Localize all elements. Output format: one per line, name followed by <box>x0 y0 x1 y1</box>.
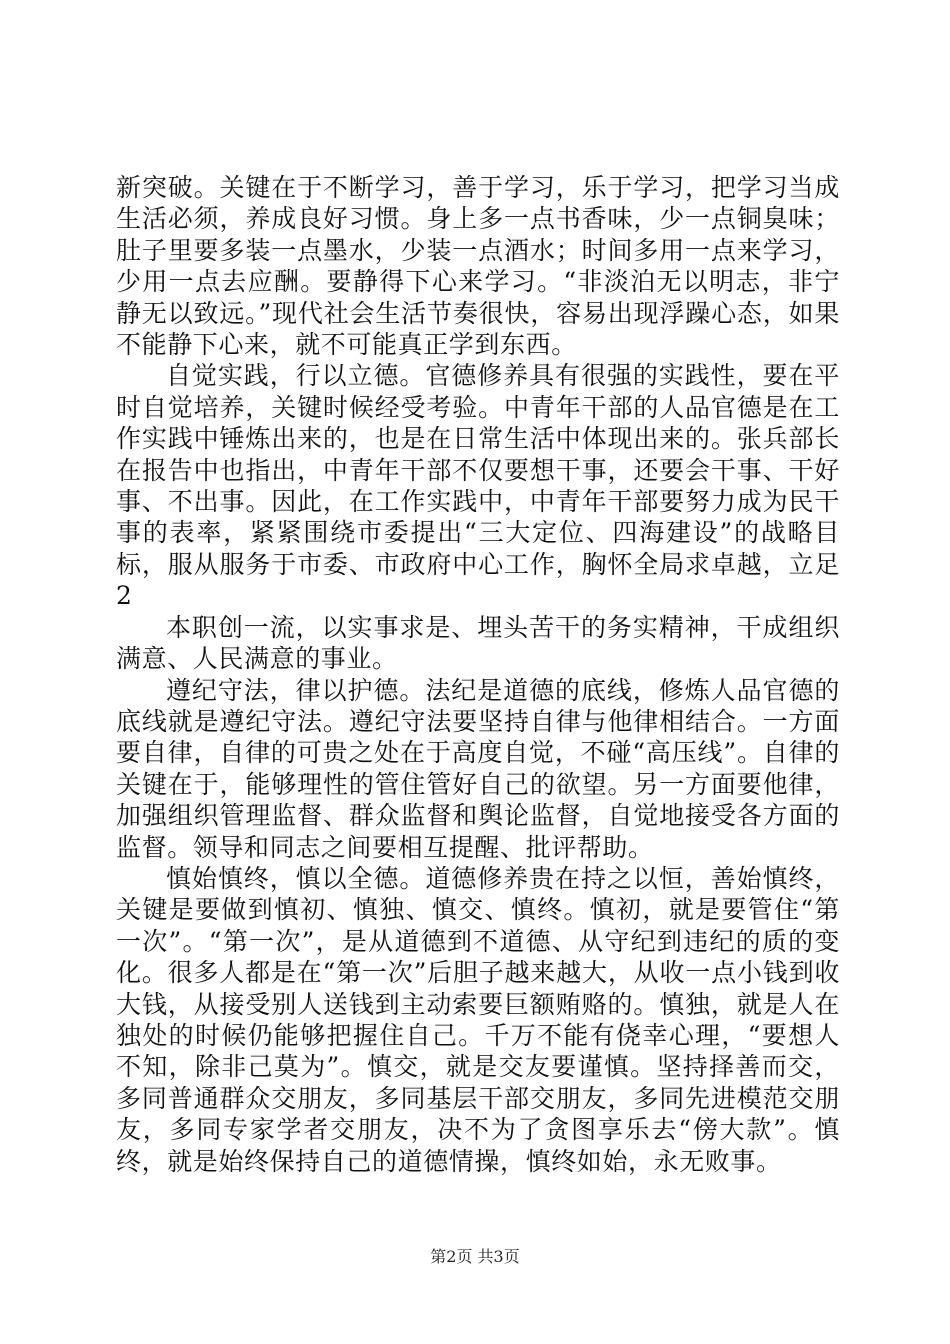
paragraph-continued: 新突破。关键在于不断学习，善于学习，乐于学习，把学习当成生活必须，养成良好习惯。身上多一点书香味，少一点铜臭味；肚子里要多装一点墨水，少装一点酒水；时间多用一点来学习，少用一点去应酬。要静得下心来学习。“非淡泊无以明志，非宁静无以致远。”现代社会生活节奏很快，容易出现浮躁心态，如果不能静下心来，就不可能真正学到东西。 <box>116 173 840 360</box>
paragraph-job: 本职创一流，以实事求是、埋头苦干的务实精神，干成组织满意、人民满意的事业。 <box>116 612 840 674</box>
paragraph-caution: 慎始慎终，慎以全德。道德修养贵在持之以恒，善始慎终，关键是要做到慎初、慎独、慎交、慎终。慎初，就是要管住“第一次”。“第一次”，是从道德到不道德、从守纪到违纪的质的变化。很多人都是在“第一次”后胆子越来越大，从收一点小钱到收大钱，从接受别人送钱到主动索要巨额贿赂的。慎独，就是人在独处的时候仍能够把握住自己。千万不能有侥幸心理，“要想人不知，除非己莫为”。慎交，就是交友要谨慎。坚持择善而交，多同普通群众交朋友，多同基层干部交朋友，多同先进模范交朋友，多同专家学者交朋友，决不为了贪图享乐去“傍大款”。慎终，就是始终保持自己的道德情操，慎终如始，永无败事。 <box>116 863 840 1176</box>
paragraph-practice: 自觉实践，行以立德。官德修养具有很强的实践性，要在平时自觉培养，关键时候经受考验。中青年干部的人品官德是在工作实践中锤炼出来的，也是在日常生活中体现出来的。张兵部长在报告中也指出，中青年干部不仅要想干事，还要会干事、干好事、不出事。因此，在工作实践中，中青年干部要努力成为民干事的表率，紧紧围绕市委提出“三大定位、四海建设”的战略目标，服从服务于市委、市政府中心工作，胸怀全局求卓越，立足2 <box>116 361 840 611</box>
paragraph-law: 遵纪守法，律以护德。法纪是道德的底线，修炼人品官德的底线就是遵纪守法。遵纪守法要坚持自律与他律相结合。一方面要自律，自律的可贵之处在于高度自觉，不碰“高压线”。自律的关键在于，能够理性的管住管好自己的欲望。另一方面要他律，加强组织管理监督、群众监督和舆论监督，自觉地接受各方面的监督。领导和同志之间要相互提醒、批评帮助。 <box>116 675 840 862</box>
document-body <box>116 172 840 1177</box>
page-number-footer: 第2页 共3页 <box>430 1247 520 1266</box>
